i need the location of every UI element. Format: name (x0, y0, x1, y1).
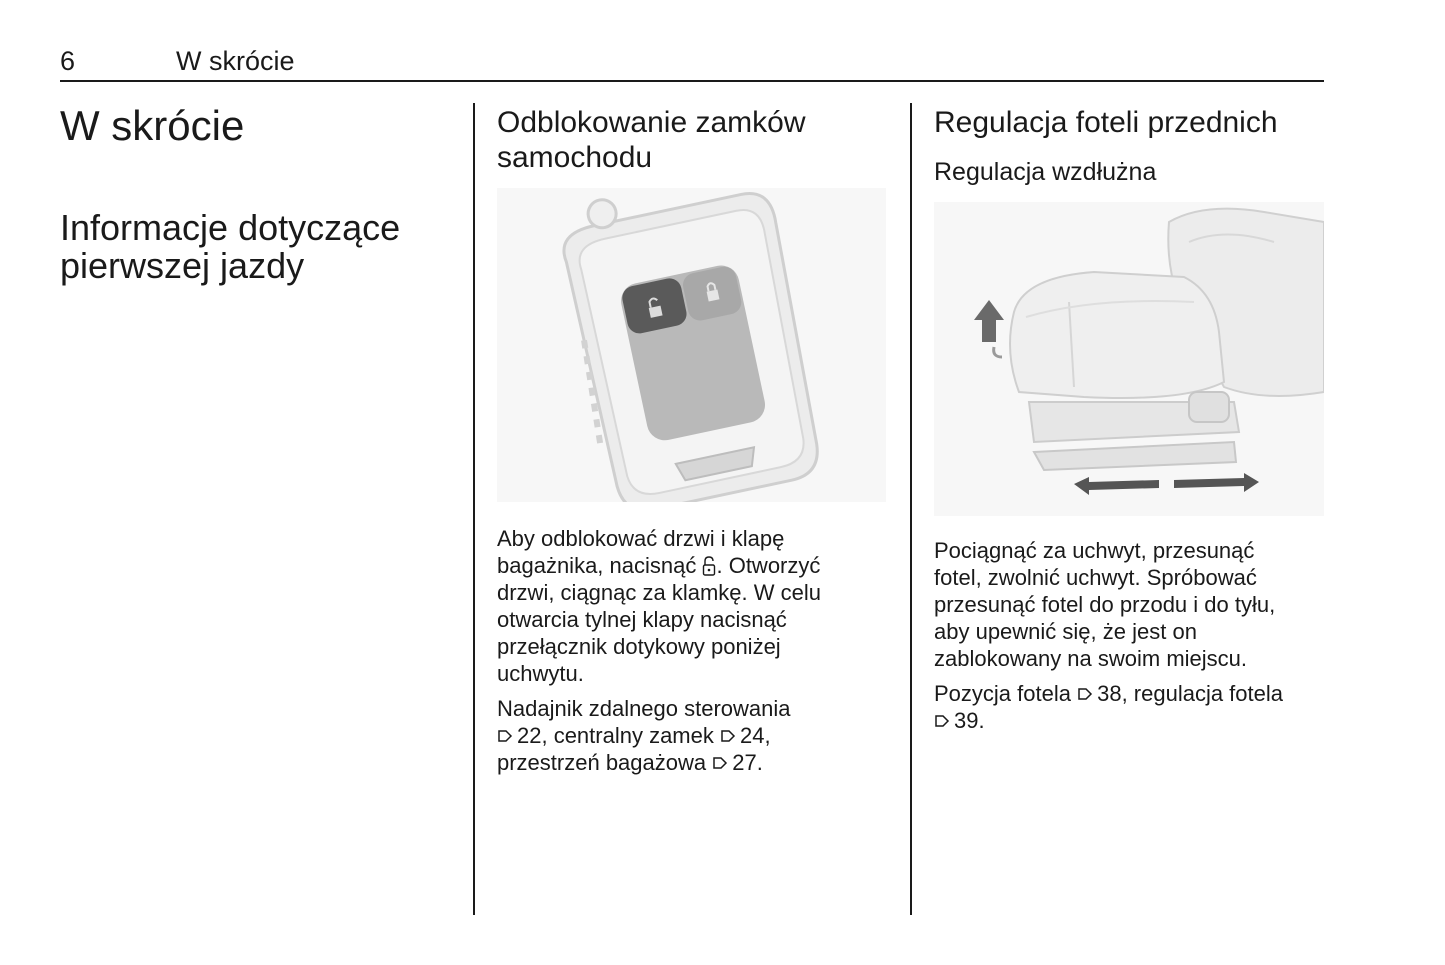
page-reference-icon (712, 755, 728, 771)
key-fob-figure (497, 188, 886, 502)
unlock-line: bagażnika, nacisnąć (497, 553, 697, 578)
chapter-title: W skrócie (60, 102, 245, 149)
page-reference-icon (1077, 686, 1093, 702)
ref-text: przestrzeń bagażowa (497, 750, 707, 775)
seat-line: fotel, zwolnić uchwyt. Spróbować (934, 565, 1257, 590)
seat-figure (934, 202, 1324, 516)
seat-section-title: Regulacja foteli przednich (934, 106, 1278, 139)
unlock-body (497, 525, 897, 776)
seat-line: aby upewnić się, że jest on (934, 619, 1197, 644)
seat-line: zablokowany na swoim miejscu. (934, 646, 1248, 671)
ref-link[interactable]: 24, (740, 723, 771, 748)
column-divider-1 (473, 103, 475, 915)
seat-paragraph (934, 537, 1334, 672)
unlock-title-line2: samochodu (497, 141, 653, 174)
unlock-icon (702, 556, 716, 576)
running-header: W skrócie (176, 46, 295, 76)
unlock-line: uchwytu. (497, 661, 584, 686)
section-title-line2: pierwszej jazdy (60, 245, 305, 286)
ref-text: Pozycja fotela (934, 681, 1071, 706)
section-title-line1: Informacje dotyczące (60, 207, 401, 248)
page-reference-icon (720, 728, 736, 744)
page-reference-icon (497, 728, 513, 744)
unlock-line: drzwi, ciągnąc za klamkę. W celu (497, 580, 821, 605)
seat-body (934, 537, 1334, 734)
unlock-section-title (497, 105, 897, 175)
header-rule (60, 80, 1324, 82)
unlock-line: otwarcia tylnej klapy nacisnąć (497, 607, 787, 632)
ref-text: Nadajnik zdalnego sterowania (497, 696, 791, 721)
seat-line: przesunąć fotel do przodu i do tyłu, (934, 592, 1276, 617)
ref-link[interactable]: 39. (954, 708, 985, 733)
unlock-line: przełącznik dotykowy poniżej (497, 634, 781, 659)
seat-references (934, 680, 1334, 734)
seat-subtitle: Regulacja wzdłużna (934, 158, 1157, 186)
section-title (60, 209, 460, 285)
unlock-line: . Otworzyć (716, 553, 821, 578)
seat-adjustment-icon (934, 202, 1324, 516)
unlock-references (497, 695, 897, 776)
unlock-paragraph (497, 525, 897, 687)
key-fob-icon (497, 188, 886, 502)
unlock-line: Aby odblokować drzwi i klapę (497, 526, 785, 551)
ref-link[interactable]: 27. (732, 750, 763, 775)
ref-link[interactable]: 38, regulacja fotela (1097, 681, 1283, 706)
page-reference-icon (934, 713, 950, 729)
column-divider-2 (910, 103, 912, 915)
unlock-title-line1: Odblokowanie zamków (497, 106, 806, 139)
page-number: 6 (60, 46, 76, 76)
ref-link[interactable]: 22, centralny zamek (517, 723, 714, 748)
seat-line: Pociągnąć za uchwyt, przesunąć (934, 538, 1255, 563)
